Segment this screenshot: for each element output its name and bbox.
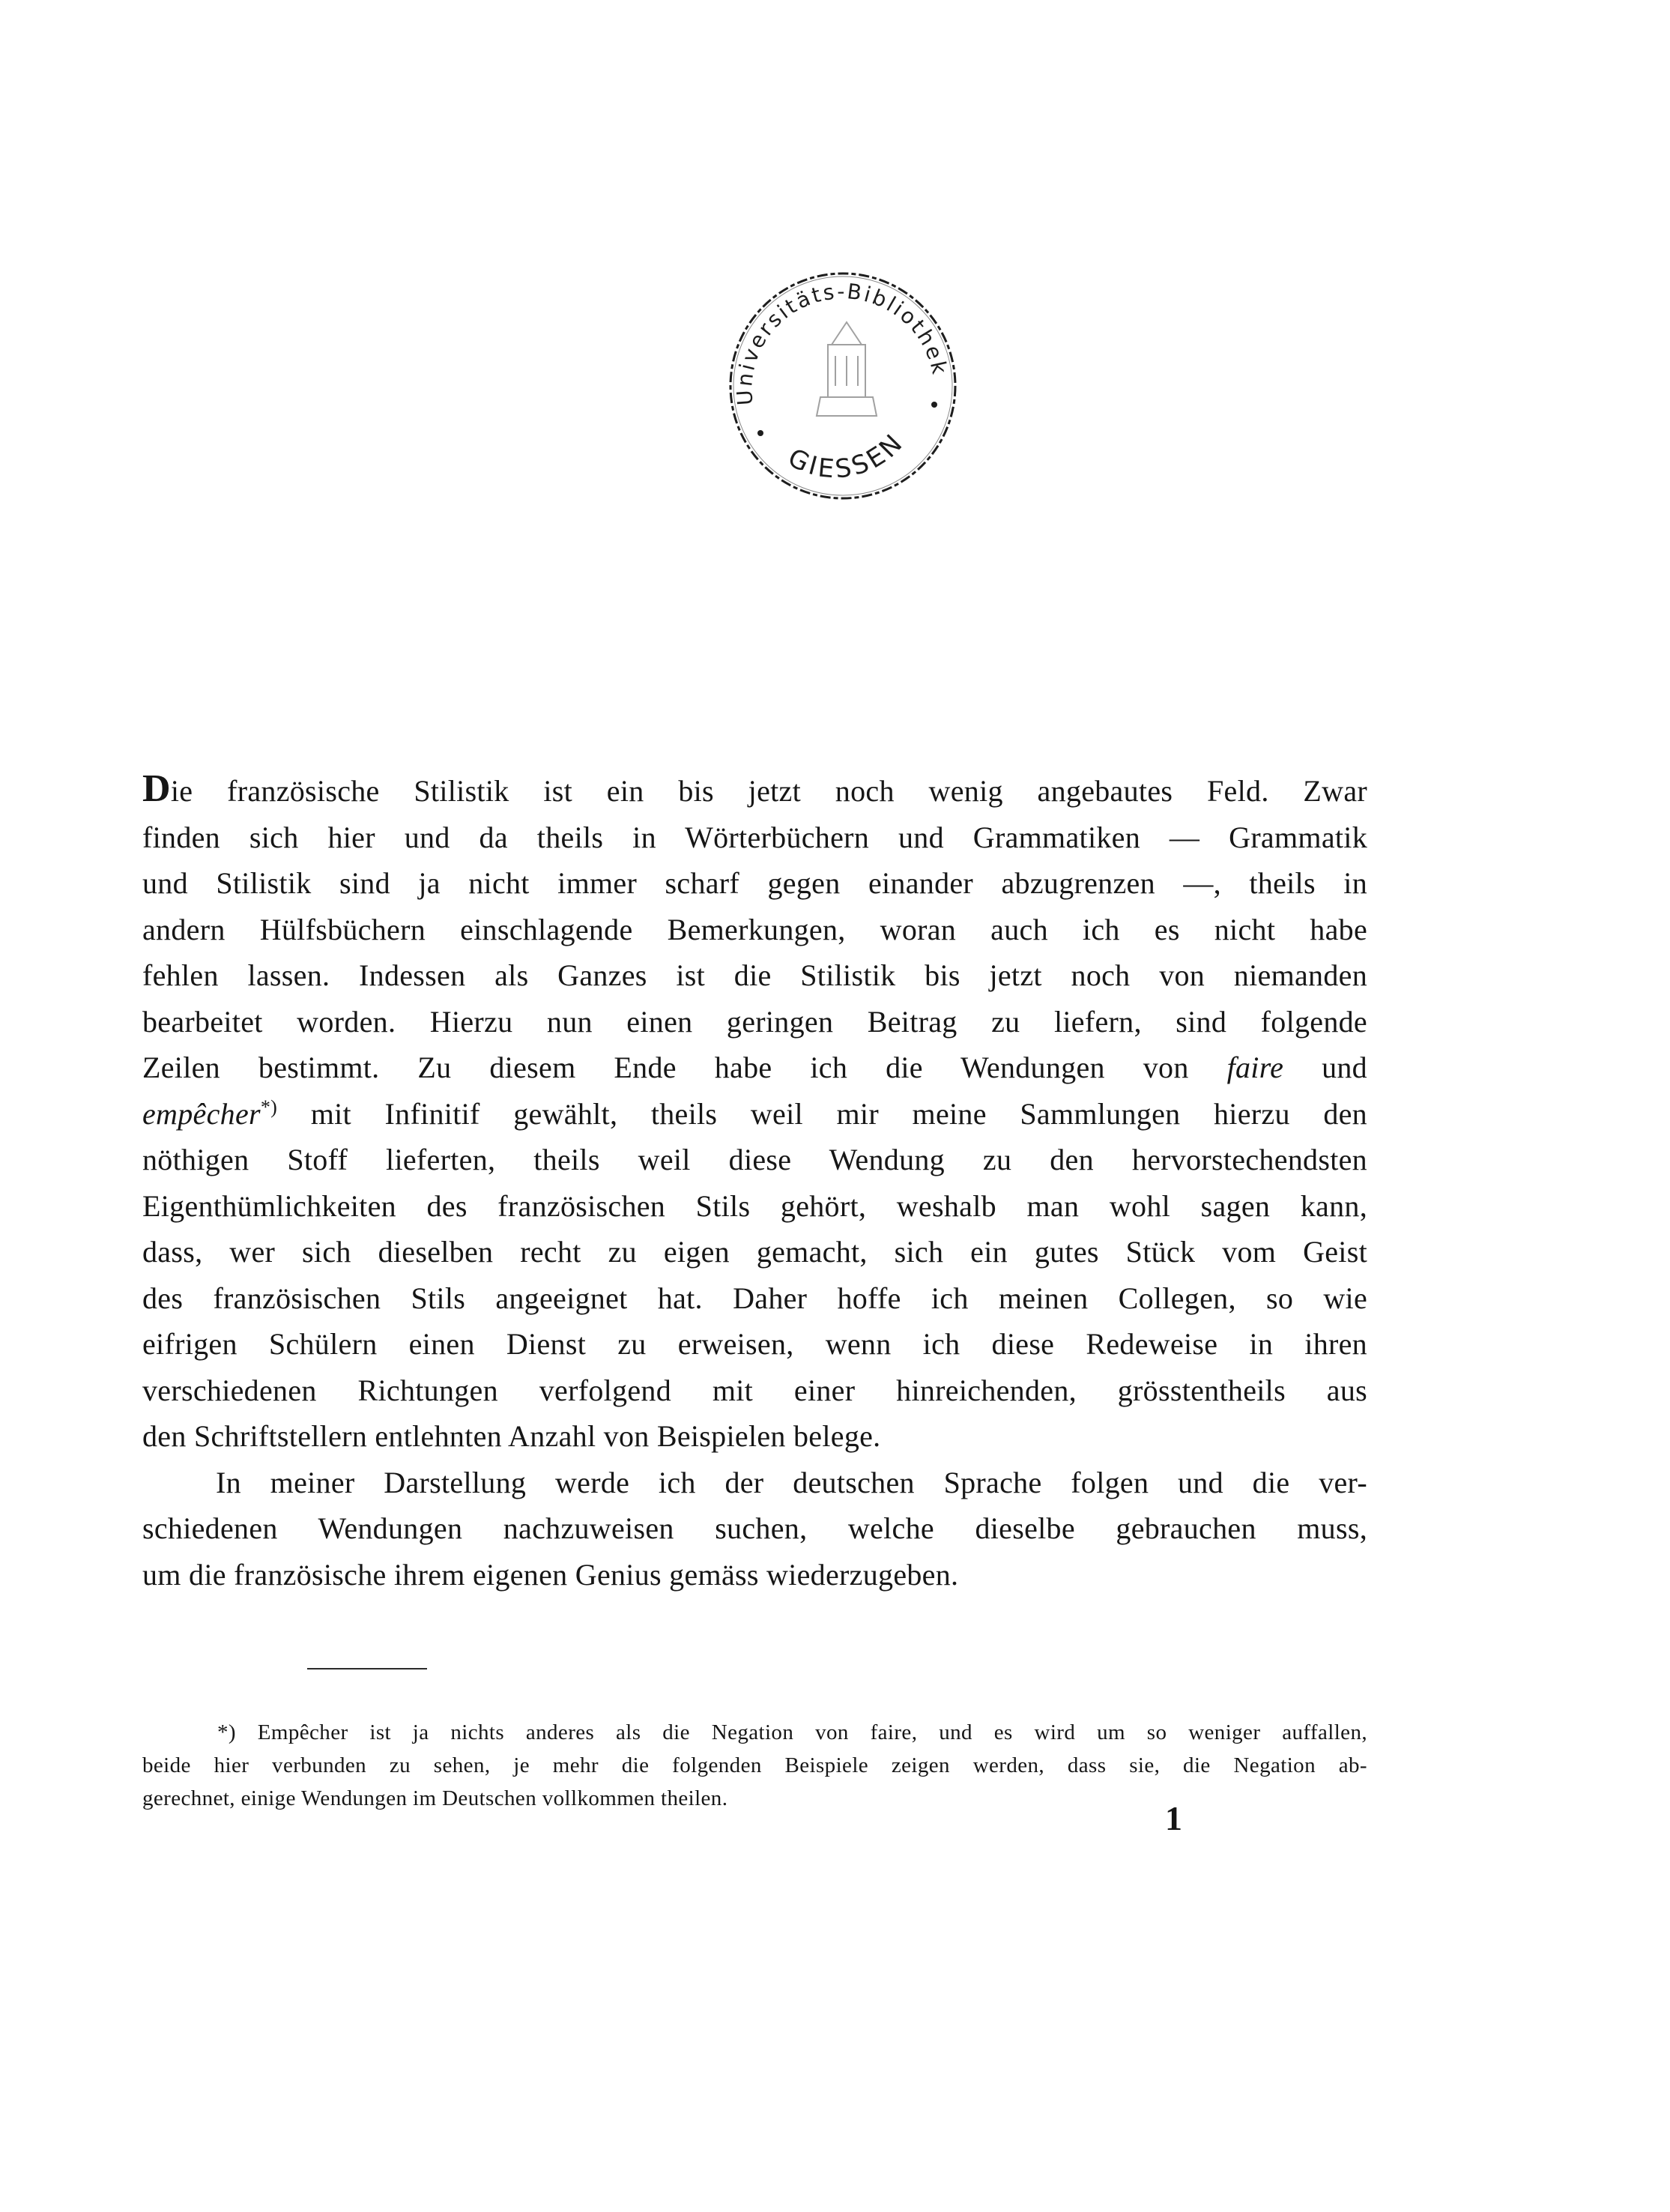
footnote-line: gerechnet, einige Wendungen im Deutschen vollkommen theilen. <box>142 1786 728 1810</box>
text-line <box>142 768 1367 815</box>
stamp-emblem-icon <box>817 322 877 416</box>
italic-term-empecher: empêcher <box>142 1096 261 1131</box>
svg-text:Universitäts-Bibliothek <box>732 279 952 406</box>
text-line <box>142 1091 1367 1137</box>
footnote-line: *) Empêcher ist ja nichts anderes als die Negation von faire, und es wird um so weniger auffallen, <box>217 1720 1367 1744</box>
text-line-content: ie französische Stilistik ist ein bis jetzt noch wenig angebautes Feld. Zwar <box>170 774 1367 808</box>
drop-cap: D <box>142 767 171 810</box>
text-line-content: mit Infinitif gewählt, theils weil mir meine Sammlungen hierzu den <box>310 1096 1367 1131</box>
text-line: dass, wer sich dieselben recht zu eigen gemacht, sich ein gutes Stück vom Geist <box>142 1235 1367 1269</box>
main-text <box>142 768 1367 1598</box>
text-line: und Stilistik sind ja nicht immer scharf gegen einander abzugrenzen —, theils in <box>142 866 1367 900</box>
italic-term-faire: faire <box>1226 1051 1284 1084</box>
text-line: Eigenthümlichkeiten des französischen Stils gehört, weshalb man wohl sagen kann, <box>142 1188 1367 1223</box>
text-line: bearbeitet worden. Hierzu nun einen geringen Beitrag zu liefern, sind folgende <box>142 1004 1367 1039</box>
stamp-text-top: Universitäts-Bibliothek <box>731 279 953 407</box>
text-line <box>142 1045 1367 1091</box>
text-line: In meiner Darstellung werde ich der deutschen Sprache folgen und die ver- <box>216 1465 1367 1499</box>
page-number: 1 <box>1165 1799 1182 1837</box>
footnote-marker: *) <box>260 1096 278 1118</box>
stamp-dot-left <box>757 430 763 436</box>
text-line: fehlen lassen. Indessen als Ganzes ist die Stilistik bis jetzt noch von niemanden <box>142 958 1367 992</box>
library-stamp <box>716 262 963 510</box>
svg-text:GIESSEN <box>783 427 910 485</box>
bleed-through-line <box>135 300 148 331</box>
text-line: finden sich hier und da theils in Wörterbüchern und Grammatiken — Grammatik <box>142 820 1367 854</box>
text-line: nöthigen Stoff lieferten, theils weil diese Wendung zu den hervorstechendsten <box>142 1143 1367 1176</box>
text-line: verschiedenen Richtungen verfolgend mit einer hinreichenden, grösstentheils aus <box>142 1373 1367 1407</box>
text-line: den Schriftstellern entlehnten Anzahl von Beispielen belege. <box>142 1419 881 1453</box>
footnote-separator <box>307 1668 427 1669</box>
text-line: um die französische ihrem eigenen Genius gemäss wiederzugeben. <box>142 1557 959 1592</box>
text-line: des französischen Stils angeeignet hat. Daher hoffe ich meinen Collegen, so wie <box>142 1281 1367 1315</box>
text-line: andern Hülfsbüchern einschlagende Bemerkungen, woran auch ich es nicht habe <box>142 912 1367 946</box>
footnote-line: beide hier verbunden zu sehen, je mehr die folgenden Beispiele zeigen werden, dass sie, die Negation ab- <box>142 1753 1367 1777</box>
text-line: eifrigen Schülern einen Dienst zu erweisen, wenn ich diese Redeweise in ihren <box>142 1327 1367 1361</box>
text-line-content: Zeilen bestimmt. Zu diesem Ende habe ich die Wendungen von <box>142 1051 1189 1084</box>
footnote <box>142 1716 1367 1815</box>
text-line-content: und <box>1322 1051 1367 1084</box>
stamp-text-bottom: GIESSEN <box>783 426 911 485</box>
text-line: schiedenen Wendungen nachzuweisen suchen, welche dieselbe gebrauchen muss, <box>142 1511 1367 1545</box>
stamp-dot-right <box>931 402 937 408</box>
